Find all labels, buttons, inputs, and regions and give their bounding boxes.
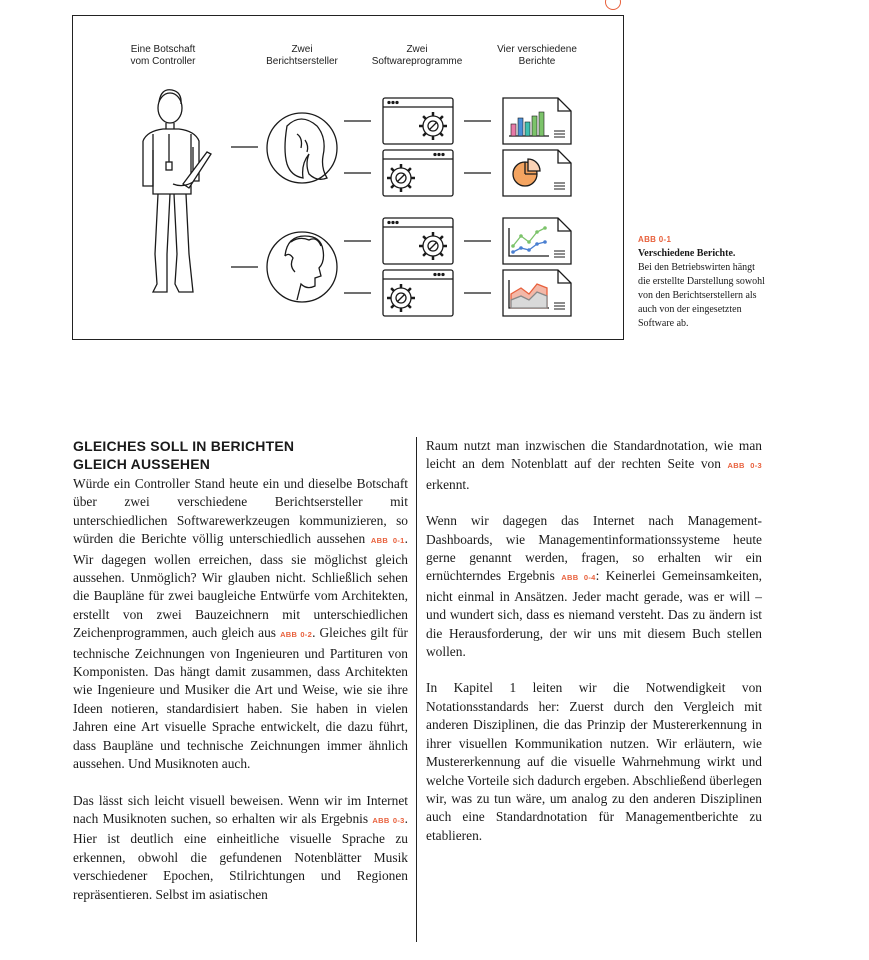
- software-window-icon: [383, 98, 453, 144]
- figure-header-software: Zwei Softwareprogramme: [371, 44, 463, 67]
- caption-label: ABB 0-1: [638, 235, 672, 244]
- figure-caption: [638, 233, 768, 331]
- bar-chart-report-icon: [503, 98, 571, 144]
- controller-person-icon: [143, 90, 211, 292]
- paragraph: Würde ein Controller Stand heute ein und dieselbe Botschaft über zwei verschiedene Berichtsersteller mit unterschiedlichen Softwarewerkzeugen kommunizieren, so würden die Berichte völlig unterschiedlich aussehen ABB 0-1. Wir dagegen wollen erreichen, dass sie möglichst gleich aussehen. Unmöglich? Wir glauben nicht. Schließlich sehen die Baupläne für zwei baugleiche Entwürfe vom Architekten, erstellt von zwei Bauzeichnern mit unterschiedlichen Zeichenprogrammen, auch gleich aus ABB 0-2. Gleiches gilt für technische Zeichnungen von Ingenieuren und Partituren von Komponisten. Das hängt damit zusammen, dass Architekten wie Ingenieure und Musiker die Art und Weise, wie sie ihre Ideen notieren, standardisiert haben. Sie haben in vielen Jahren eine Art visuelle Sprache entwickelt, die dazu führt, dass Baupläne und technische Zeichnungen immer ähnlich aussehen. Und Musiknoten auch.: [73, 476, 408, 772]
- paragraph: Raum nutzt man inzwischen die Standardnotation, wie man leicht an dem Notenblatt auf der rechten Seite von ABB 0-3 erkennt.: [426, 438, 763, 492]
- paragraph: In Kapitel 1 leiten wir die Notwendigkeit von Notationsstandards her: Zuerst durch den Vergleich mit anderen Disziplinen, die das Prinzip der Mustererkennung in ihrer visuellen Kommunikation nutzen. Wir erläutern, wie Mustererkennung auf die visuelle Wahrnehmung wirkt und welche Vorteile sich dadurch ergeben. Abschließend überlegen wir, was zu tun wäre, um analog zu den anderen Disziplinen auch eine Standardnotation für Managementberichte zu etablieren.: [426, 680, 762, 843]
- figure-reference: ABB 0-3: [727, 461, 763, 471]
- figure-header-reports: Vier verschiedene Berichte: [497, 44, 577, 67]
- figure-reference: ABB 0-3: [372, 815, 405, 825]
- text-column-right: [426, 437, 762, 863]
- figure-reference: ABB 0-1: [370, 536, 405, 546]
- paragraph: Wenn wir dagegen das Internet nach Management-Dashboards, wie Managementinformationssysteme heute gerne genannt werden, fragen, so erhalten wir ein ernüchterndes Ergebnis ABB 0-4: Keinerlei Gemeinsamkeiten, nicht einmal in Ansätzen. Jeder macht gerade, was er will – und wundert sich, dass es niemand versteht. Das zu ändern ist die Herausforderung, der wir uns mit diesem Buch stellen wollen.: [426, 513, 762, 660]
- caption-title: Verschiedene Berichte.: [638, 248, 736, 259]
- figure-reference: ABB 0-4: [561, 573, 596, 583]
- line-chart-report-icon: [503, 218, 571, 264]
- caption-text: Bei den Betriebswirten hängt die erstellte Darstellung sowohl von den Berichtserstellern als auch von der eingesetzten Software ab.: [638, 262, 765, 329]
- text-column-left: [73, 475, 408, 922]
- figure-header-controller: Eine Botschaft vom Controller: [130, 44, 196, 67]
- area-chart-report-icon: [503, 270, 571, 316]
- figure-illustration: [73, 16, 625, 341]
- corner-marker-icon: [605, 0, 621, 10]
- author-male-icon: [267, 232, 337, 302]
- software-window-icon: [383, 270, 453, 316]
- software-window-icon: [383, 218, 453, 264]
- pie-chart-report-icon: [503, 150, 571, 196]
- figure-abb-0-1: [72, 15, 624, 340]
- figure-header-authors: Zwei Berichtsersteller: [266, 44, 338, 67]
- paragraph: Das lässt sich leicht visuell beweisen. Wenn wir im Internet nach Musiknoten suchen, so erhalten wir als Ergebnis ABB 0-3. Hier ist deutlich eine einheitliche visuelle Sprache zu erkennen, obwohl die gefundenen Notenblätter Musik verschiedener Epochen, Stilrichtungen und Regionen repräsentieren. Selbst im asiatischen: [73, 792, 408, 902]
- column-divider: [416, 437, 417, 942]
- figure-reference: ABB 0-2: [280, 630, 313, 640]
- software-window-icon: [383, 150, 453, 196]
- section-heading: GLEICHES SOLL IN BERICHTEN GLEICH AUSSEHEN: [73, 438, 295, 472]
